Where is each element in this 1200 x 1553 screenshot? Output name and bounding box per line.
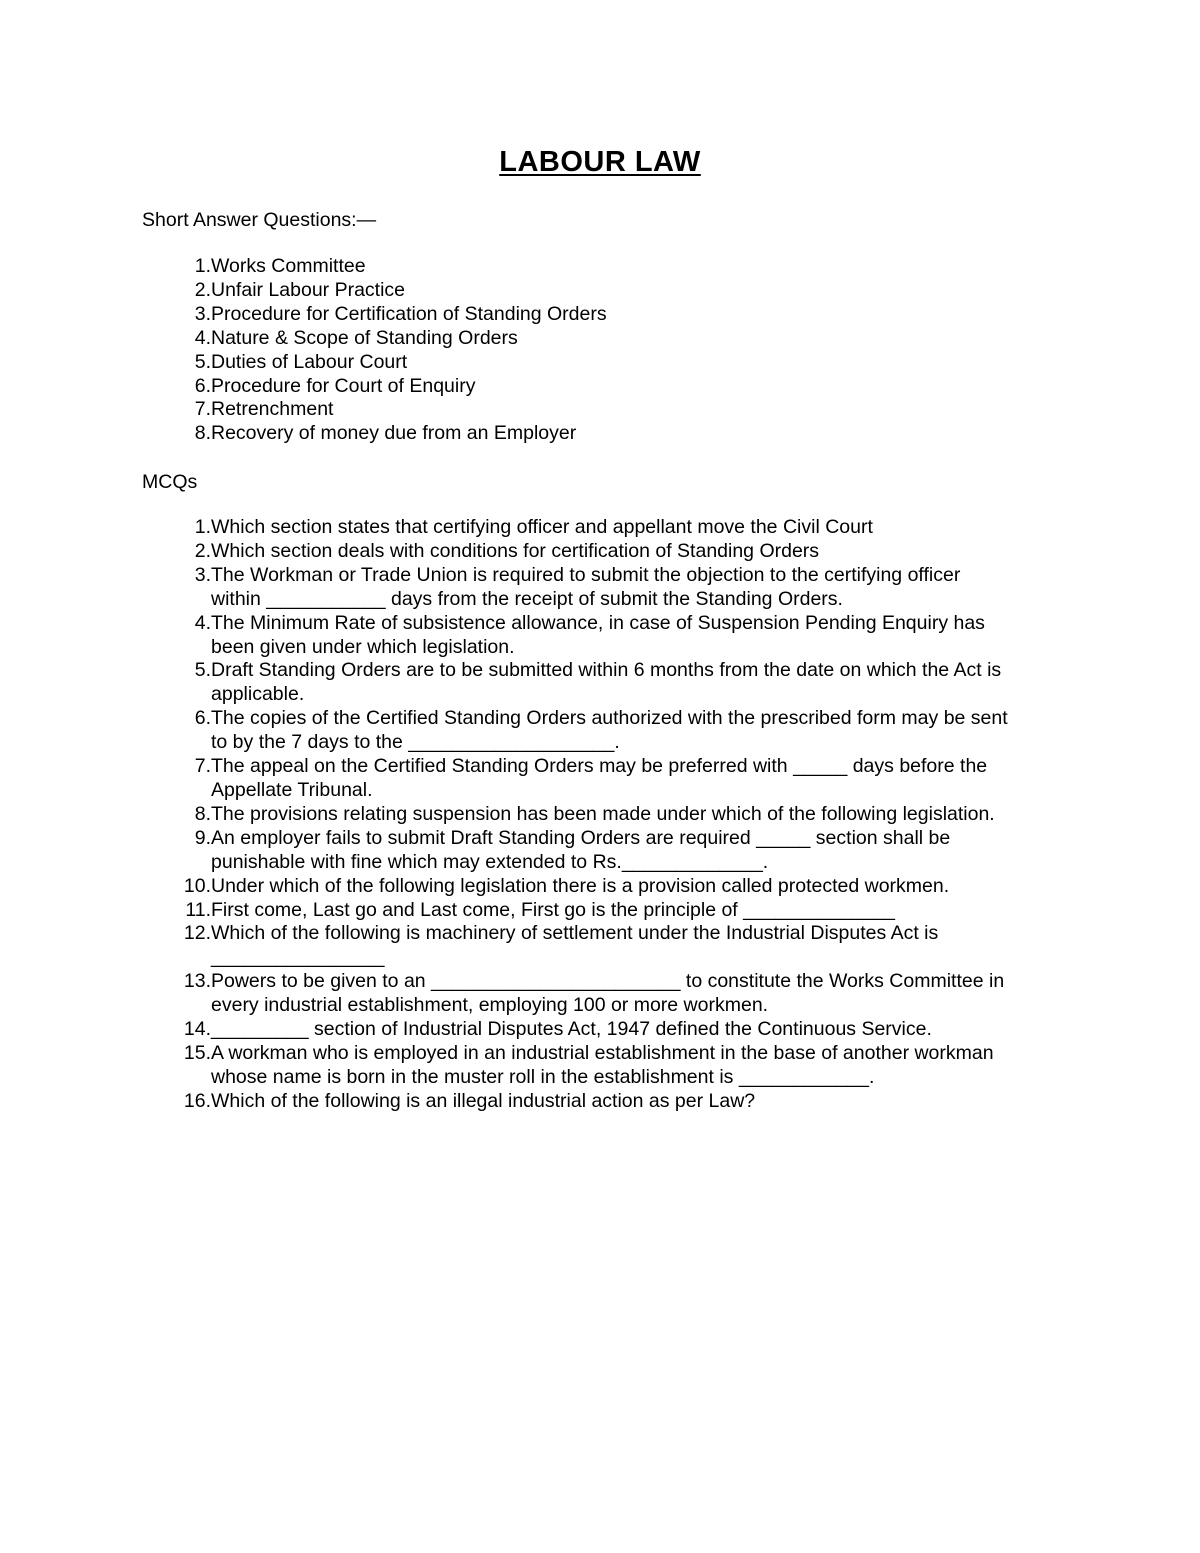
- item-text: Procedure for Court of Enquiry: [211, 374, 476, 397]
- item-number: 4.: [194, 611, 211, 634]
- item-number: 7.: [194, 398, 211, 421]
- item-number: 13.: [183, 970, 211, 993]
- list-item: [142, 1042, 1062, 1090]
- item-text: Draft Standing Orders are to be submitted within 6 months from the date on which the Act is applicable.: [211, 659, 1002, 706]
- item-text: An employer fails to submit Draft Standing Orders are required _____ section shall be punishable with fine which may extended to Rs._____________.: [211, 826, 951, 873]
- list-item: [142, 875, 1062, 899]
- item-text: Retrenchment: [211, 398, 334, 421]
- mcq-list: [142, 516, 1062, 1114]
- list-item: [142, 351, 1062, 375]
- item-text: A workman who is employed in an industrial establishment in the base of another workman whose name is born in the muster roll in the establishment is ____________.: [211, 1041, 994, 1088]
- list-item: [142, 659, 1062, 707]
- list-item: [142, 612, 1062, 660]
- list-item: [142, 327, 1062, 351]
- item-number: 16.: [183, 1089, 211, 1112]
- item-text: The Minimum Rate of subsistence allowance, in case of Suspension Pending Enquiry has been given under which legislation.: [211, 611, 985, 658]
- short-answer-list: [142, 255, 1062, 446]
- list-item: [142, 1018, 1062, 1042]
- item-number: 15.: [183, 1041, 211, 1064]
- list-item: [142, 255, 1062, 279]
- item-number: 8.: [194, 802, 211, 825]
- list-item: [142, 398, 1062, 422]
- item-text: Which section states that certifying officer and appellant move the Civil Court: [211, 516, 873, 538]
- item-number: 2.: [194, 539, 211, 562]
- list-item: [142, 803, 1062, 827]
- item-number: 2.: [194, 278, 211, 301]
- item-number: 10.: [183, 874, 211, 897]
- list-item: [142, 422, 1062, 446]
- item-number: 5.: [194, 659, 211, 682]
- item-text: Under which of the following legislation there is a provision called protected workmen.: [211, 874, 950, 897]
- item-number: 6.: [194, 707, 211, 730]
- list-item: [142, 707, 1062, 755]
- item-text: Which of the following is an illegal industrial action as per Law?: [211, 1089, 756, 1112]
- list-item: [142, 303, 1062, 327]
- item-text: Recovery of money due from an Employer: [211, 422, 577, 445]
- list-item: [142, 899, 1062, 923]
- list-item: [142, 564, 1062, 612]
- list-item: [142, 540, 1062, 564]
- item-number: 8.: [194, 422, 211, 445]
- item-number: 5.: [194, 350, 211, 373]
- item-number: 3.: [194, 563, 211, 586]
- item-text: Works Committee: [211, 255, 366, 277]
- item-number: 9.: [194, 826, 211, 849]
- item-text: Which section deals with conditions for certification of Standing Orders: [211, 539, 820, 562]
- item-text: First come, Last go and Last come, First go is the principle of ______________: [211, 898, 895, 921]
- item-text: Unfair Labour Practice: [211, 278, 406, 301]
- item-text: The provisions relating suspension has been made under which of the following legislation.: [211, 802, 995, 825]
- item-number: 11.: [185, 898, 211, 921]
- item-text: Which of the following is machinery of settlement under the Industrial Disputes Act is ________________: [211, 922, 939, 969]
- item-number: 14.: [183, 1018, 211, 1041]
- item-number: 6.: [194, 374, 211, 397]
- item-text: The Workman or Trade Union is required to submit the objection to the certifying officer within ___________ days from the receipt of submit the Standing Orders.: [211, 563, 961, 610]
- list-item: [142, 922, 1062, 970]
- item-text: Procedure for Certification of Standing Orders: [211, 302, 607, 325]
- list-item: [142, 970, 1062, 1018]
- list-item: [142, 755, 1062, 803]
- list-item: [142, 375, 1062, 399]
- list-item: [142, 516, 1062, 540]
- item-text: The appeal on the Certified Standing Orders may be preferred with _____ days before the Appellate Tribunal.: [211, 755, 988, 801]
- item-number: 4.: [194, 326, 211, 349]
- item-text: _________ section of Industrial Disputes Act, 1947 defined the Continuous Service.: [211, 1018, 932, 1041]
- item-number: 1.: [194, 255, 211, 277]
- item-text: Nature & Scope of Standing Orders: [211, 326, 518, 349]
- list-item: [142, 279, 1062, 303]
- mcq-heading: MCQs: [142, 471, 198, 493]
- item-number: 3.: [194, 302, 211, 325]
- item-text: Powers to be given to an _______________________ to constitute the Works Committee in every industrial establishment, employing 100 or more workmen.: [211, 970, 1005, 1017]
- item-text: Duties of Labour Court: [211, 350, 408, 373]
- item-number: 1.: [194, 516, 211, 538]
- list-item: [142, 1090, 1062, 1114]
- item-number: 7.: [194, 755, 211, 778]
- page-title: LABOUR LAW: [499, 146, 701, 178]
- item-number: 12.: [183, 922, 211, 945]
- short-answer-heading: Short Answer Questions:—: [142, 209, 377, 231]
- item-text: The copies of the Certified Standing Orders authorized with the prescribed form may be sent to by the 7 days to the ___________________.: [211, 707, 1008, 754]
- list-item: [142, 827, 1062, 875]
